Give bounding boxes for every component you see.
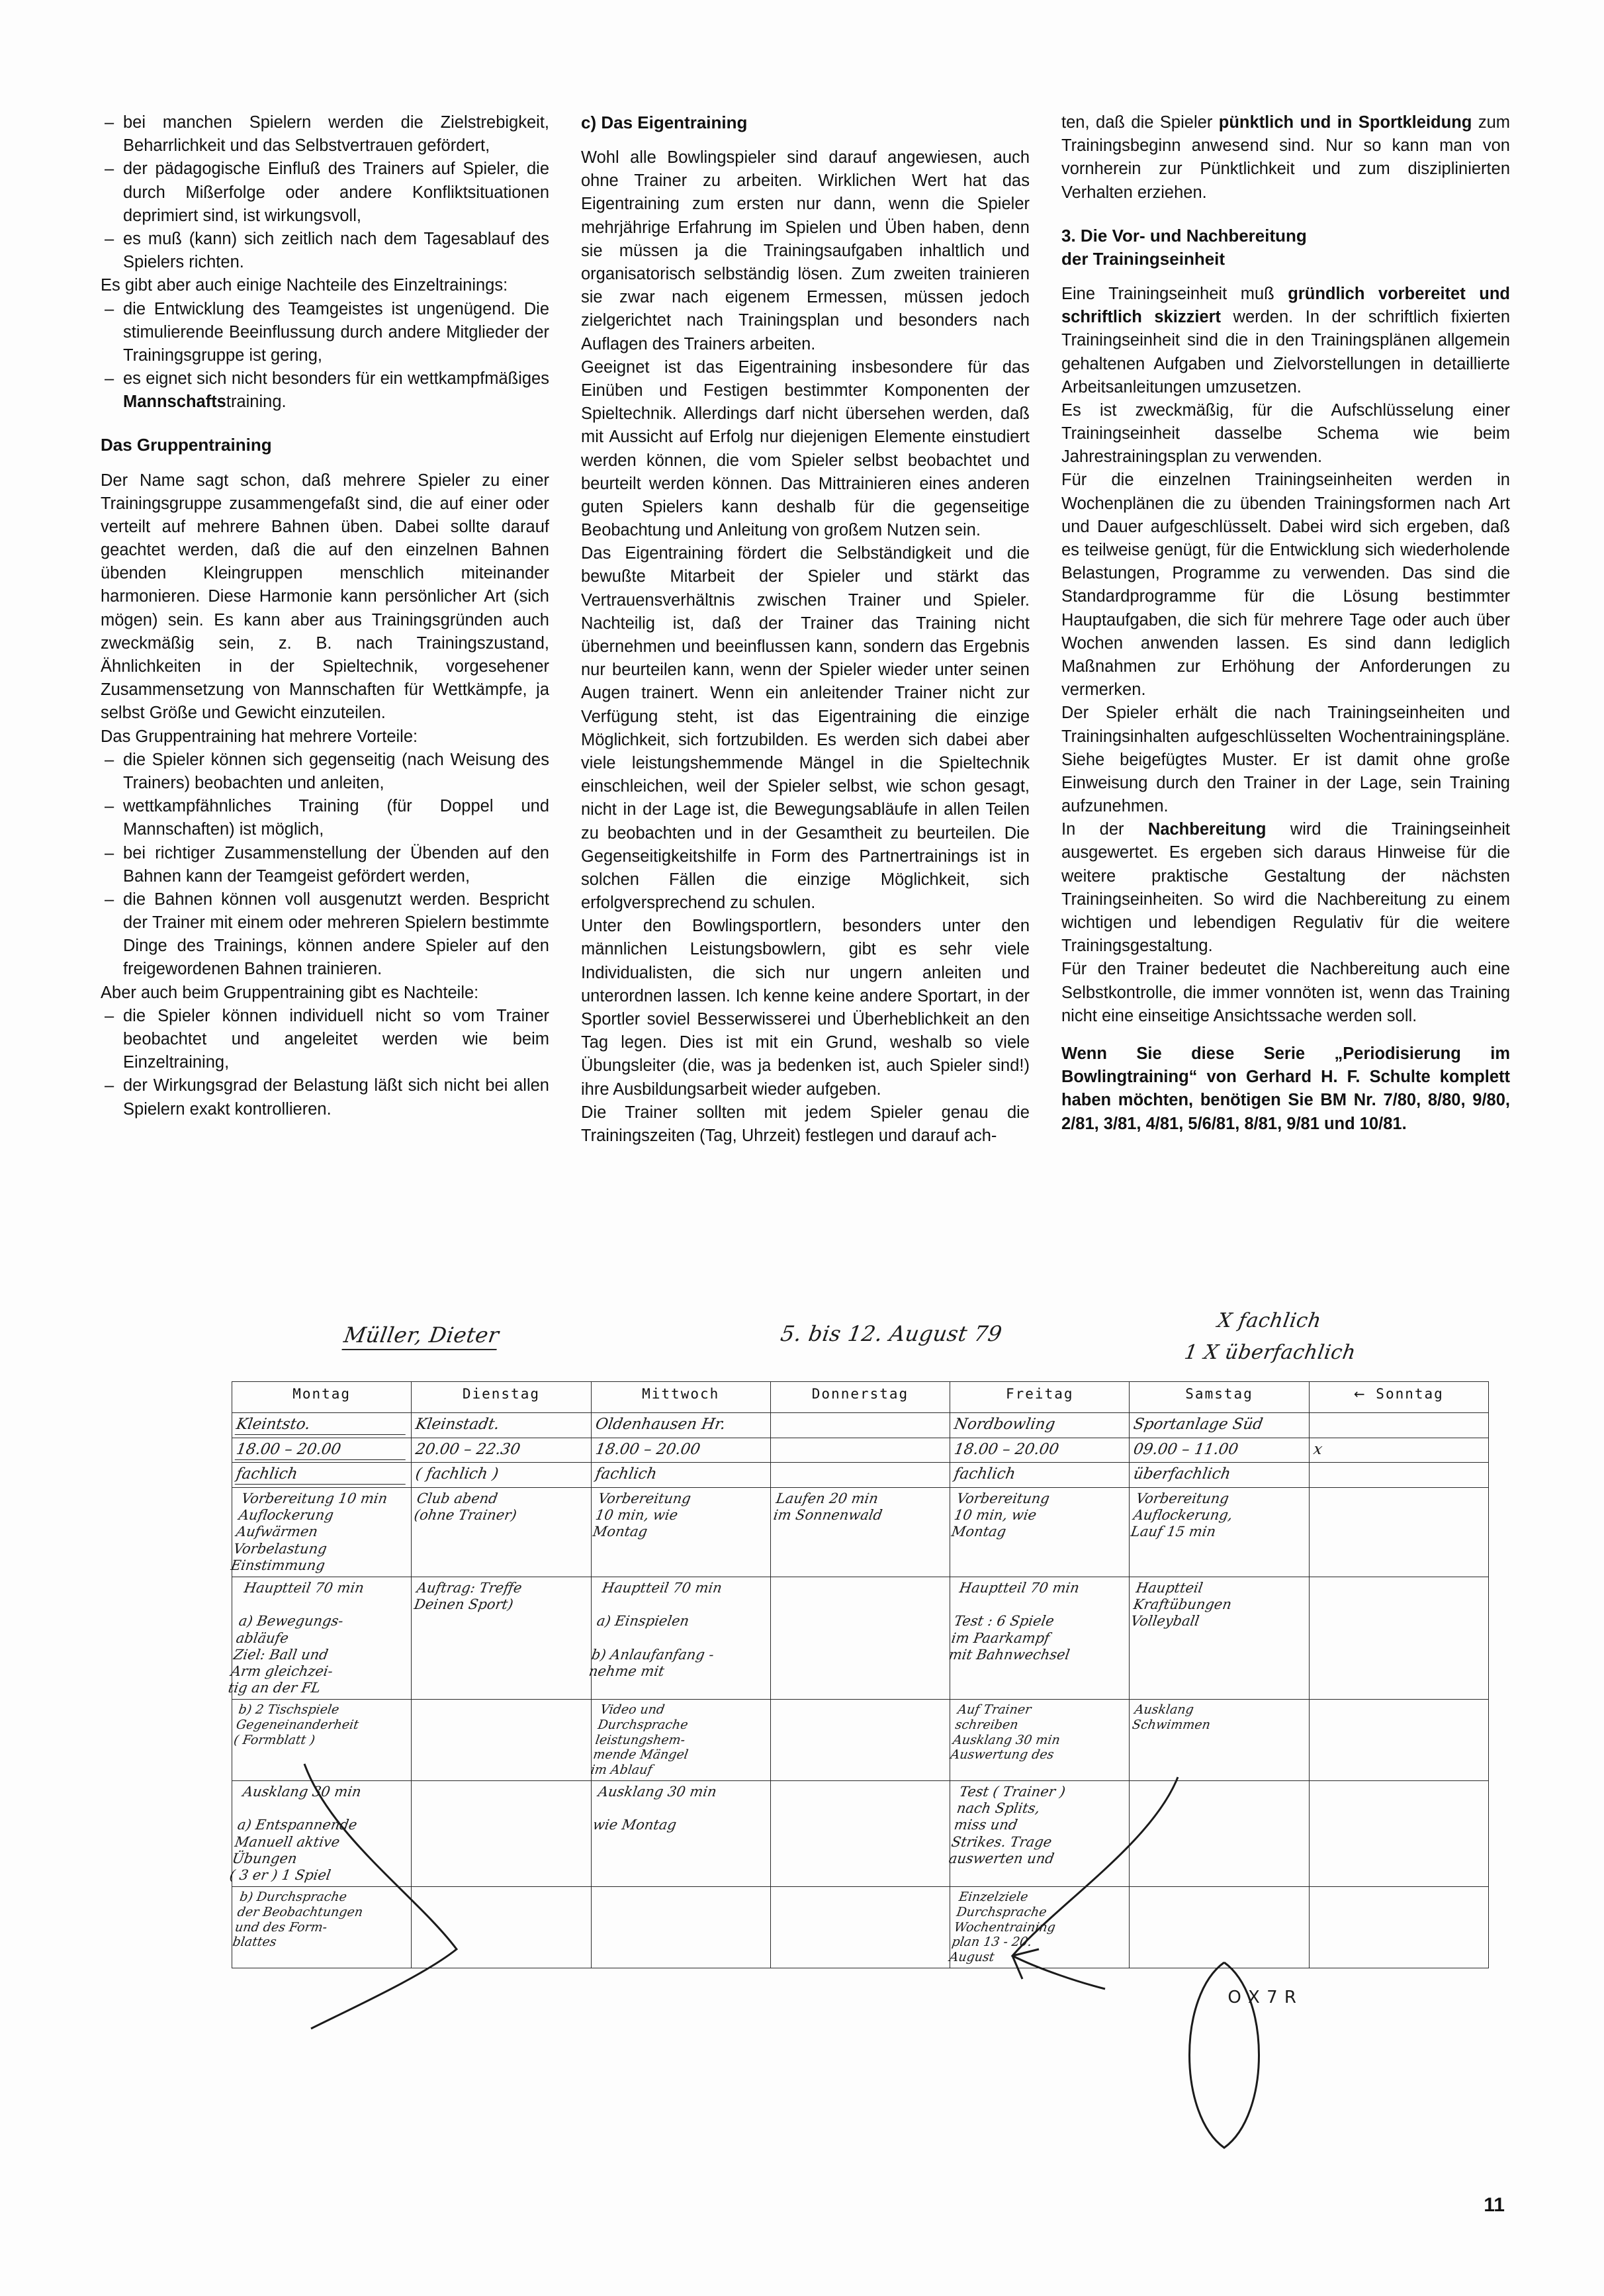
cell: 20.00 – 22.30 bbox=[412, 1438, 591, 1463]
list-item: – wettkampfähnliches Training (für Doppel und Mannschaften) ist möglich, bbox=[101, 795, 549, 841]
bullet-list-advantages-individual bbox=[101, 111, 549, 274]
cell bbox=[770, 1463, 950, 1488]
cell: Oldenhausen Hr. bbox=[591, 1413, 770, 1438]
cell: Nordbowling bbox=[950, 1413, 1130, 1438]
table-row-warmup bbox=[232, 1487, 1489, 1577]
column-header-sonntag-label: Sonntag bbox=[1376, 1386, 1444, 1402]
paragraph-right-3: Für die einzelnen Trainingseinheiten werden in Wochenplänen die zu übenden Trainingsformen nach Art und Dauer aufgeschlüsselt. Dabei wird sich ergeben, daß es teilweise genügt, für die Entwicklung sich wiederholende Belastungen, Programme zu verwenden. Das sind die Standardprogramme für die Lösung bestimmter Hauptaufgaben, die sich für mehrere Tage oder auch über Wochen anwenden lassen. Es sind dann lediglich Maßnahmen zur Erhöhung der Anforderungen zu vermerken. bbox=[1061, 471, 1510, 700]
cell bbox=[770, 1781, 950, 1887]
cell: Hauptteil 70 min a) Bewegungs- abläufe Ziel: Ball und Arm gleichzei- tig an der FL bbox=[232, 1577, 412, 1699]
cell: Club abend (ohne Trainer) bbox=[412, 1487, 591, 1577]
cell bbox=[770, 1577, 950, 1699]
paragraph-continuation: ten, daß die Spieler pünktlich und in Sportkleidung zum Trainingsbeginn anwesend sind. Nur so kann man von vornherein zur Pünktlichkeit und zum disziplinierten Verhalten erziehen. bbox=[1061, 113, 1510, 202]
paragraph-eigentraining-4: Unter den Bowlingsportlern, besonders unter den männlichen Leistungsbowlern, gibt es sehr viele Individualisten, die sich nur ungern anleiten und unterordnen lassen. Ich kenne keine andere Sportart, in der Sportler soviel Besserwisserei und Überheblichkeit an den Tag legen. Dies ist mit ein Grund, weshalb so viele Übungsleiter (die, was ja bedenken ist, auch Spieler sind!) ihre Ausbildungsarbeit wieder aufgeben. bbox=[581, 917, 1030, 1099]
paragraph-disadvantages-intro: Es gibt aber auch einige Nachteile des Einzeltrainings: bbox=[101, 276, 508, 295]
handwriting-mark-ueberfachlich: 1 X überfachlich bbox=[1182, 1341, 1358, 1364]
table-row-mainpart bbox=[232, 1577, 1489, 1699]
paragraph-right-4: Der Spieler erhält die nach Trainingseinheiten und Trainingsinhalten aufgeschlüsselten Wochentrainingspläne. Siehe beigefügtes Muster. Er ist damit ohne große Einweisung durch den Trainer in der Lage, sein Training aufzunehmen. bbox=[1061, 704, 1510, 816]
cell: 18.00 – 20.00 bbox=[950, 1438, 1130, 1463]
paragraph-eigentraining-2: Geeignet ist das Eigentraining insbesondere für das Einüben und Festigen bestimmter Komponenten der Spieltechnik. Allerdings darf nicht übersehen werden, daß mit Aussicht auf Erfolg nur diejenigen Elemente einstudiert werden können, die vom Spieler selbst beobachtet und beurteilt werden können. Das Mittrainieren eines anderen guten Spielers kann deshalb für die gegenseitige Beobachtung und Anleitung von großem Nutzen sein. bbox=[581, 357, 1030, 540]
arrow-icon: ← bbox=[1353, 1386, 1366, 1402]
closing-note: Wenn Sie diese Serie „Periodisierung im Bowlingtraining“ von Gerhard H. F. Schulte komplett haben möchten, benötigen Sie BM Nr. 7/80, 8/80, 9/80, 2/81, 3/81, 4/81, 5/6/81, 8/81, 9/81 und 10/81. bbox=[1061, 1044, 1510, 1133]
cell bbox=[1130, 1781, 1309, 1887]
cell bbox=[770, 1887, 950, 1968]
cell: fachlich bbox=[950, 1463, 1130, 1488]
cell: b) 2 Tischspiele Gegeneinanderheit ( Formblatt ) bbox=[232, 1700, 412, 1781]
cell bbox=[591, 1887, 770, 1968]
cell: 09.00 – 11.00 bbox=[1130, 1438, 1309, 1463]
column-header-freitag: Freitag bbox=[950, 1382, 1130, 1413]
bullet-list-advantages-group bbox=[101, 749, 549, 982]
paragraph-advantages-intro: Das Gruppentraining hat mehrere Vorteile: bbox=[101, 727, 418, 746]
cell: Hauptteil Kraftübungen Volleyball bbox=[1130, 1577, 1309, 1699]
heading-vor-nachbereitung: 3. Die Vor- und Nachbereitung der Trainingseinheit bbox=[1061, 225, 1307, 269]
list-item: – es eignet sich nicht besonders für ein wettkampfmäßiges Mannschaftstraining. bbox=[101, 367, 549, 414]
handwriting-period: 5. bis 12. August 79 bbox=[779, 1321, 1004, 1346]
list-item: – bei manchen Spielern werden die Zielstrebigkeit, Beharrlichkeit und das Selbstvertrauen gefördert, bbox=[101, 111, 549, 158]
table-row-mainpart2 bbox=[232, 1700, 1489, 1781]
article-columns bbox=[101, 111, 1510, 1148]
cell: Kleintsto. bbox=[232, 1413, 412, 1438]
paragraph-right-2: Es ist zweckmäßig, für die Aufschlüsselung einer Trainingseinheit dasselbe Schema wie beim Jahrestrainingsplan zu verwenden. bbox=[1061, 400, 1510, 467]
cell: Kleinstadt. bbox=[412, 1413, 591, 1438]
cell: b) Durchsprache der Beobachtungen und des Form- blattes bbox=[232, 1887, 412, 1968]
handwriting-mark-fachlich: X fachlich bbox=[1216, 1309, 1323, 1332]
cell bbox=[412, 1781, 591, 1887]
column-right bbox=[1061, 111, 1510, 1136]
cell: Laufen 20 min im Sonnenwald bbox=[770, 1487, 950, 1577]
cell: Vorbereitung Auflockerung, Lauf 15 min bbox=[1130, 1487, 1309, 1577]
cell: fachlich bbox=[591, 1463, 770, 1488]
column-header-montag: Montag bbox=[232, 1382, 412, 1413]
cell bbox=[1309, 1700, 1488, 1781]
list-item: – die Bahnen können voll ausgenutzt werden. Bespricht der Trainer mit einem oder mehreren Spielern bestimmte Dinge des Trainings, können andere Spieler auf den freigewordenen Bahnen trainieren. bbox=[101, 888, 549, 982]
paragraph-eigentraining-3: Das Eigentraining fördert die Selbständigkeit und die bewußte Mitarbeit der Spieler und stärkt das Vertrauensverhältnis zwischen Trainer und Spieler. Nachteilig ist, daß der Trainer das Training nicht übernehmen und beeinflussen kann, sondern das Ergebnis nur beurteilen kann, wenn der Spieler wieder unter seinen Augen trainert. Wenn ein anleitender Trainer nicht zur Verfügung steht, ist das Eigentraining die einzige Möglichkeit, sich fortzubilden. Es werden sich dabei aber viele leistungshemmende Mängel in die Spieltechnik einschleichen, weil der Spieler selbst, wie schon gesagt, nicht in der Lage ist, die Bewegungsabläufe in allen Teilen zu beobachten und in der Gesamtheit zu beurteilen. Die Gegenseitigkeitshilfe in Form des Partnertrainings ist in solchen Fällen die einzige Möglichkeit, sich erfolgversprechend zu schulen. bbox=[581, 544, 1030, 913]
cell: Ausklang Schwimmen bbox=[1130, 1700, 1309, 1781]
cell: Hauptteil 70 min Test : 6 Spiele im Paarkampf mit Bahnwechsel bbox=[950, 1577, 1130, 1699]
list-item: – der pädagogische Einfluß des Trainers auf Spieler, die durch Mißerfolge oder andere Konfliktsituationen deprimiert sind, ist wirkungsvoll, bbox=[101, 158, 549, 228]
weekly-training-table bbox=[227, 1381, 1489, 1968]
table-row-venue bbox=[232, 1413, 1489, 1438]
column-middle bbox=[581, 111, 1030, 1148]
cell: überfachlich bbox=[1130, 1463, 1309, 1488]
cell: Ausklang 30 min wie Montag bbox=[591, 1781, 770, 1887]
column-header-mittwoch: Mittwoch bbox=[591, 1382, 770, 1413]
handwritten-training-plan bbox=[99, 1307, 1515, 2154]
cell bbox=[770, 1438, 950, 1463]
cell: 18.00 – 20.00 bbox=[591, 1438, 770, 1463]
cell bbox=[770, 1700, 950, 1781]
column-header-dienstag: Dienstag bbox=[412, 1382, 591, 1413]
handdrawn-oval-right bbox=[1171, 1956, 1277, 2154]
heading-gruppentraining: Das Gruppentraining bbox=[101, 435, 272, 455]
cell bbox=[1309, 1577, 1488, 1699]
table-header-row bbox=[232, 1382, 1489, 1413]
heading-eigentraining: c) Das Eigentraining bbox=[581, 113, 748, 132]
paragraph-eigentraining-1: Wohl alle Bowlingspieler sind darauf angewiesen, auch ohne Trainer zu arbeiten. Wirklichen Wert hat das Eigentraining zum ersten nur dann, wenn die Spieler mehrjährige Erfahrung im Spielen und Üben haben, denn sie müssen ja die Trainingsaufgaben inhaltlich und organisatorisch selbständig lösen. Zum zweiten trainieren sie zwar nach eigenem Ermessen, müssen jedoch zielgerichtet nach Trainingsplan und besonders nach Auflagen des Trainers arbeiten. bbox=[581, 148, 1030, 353]
table-row-cooldown bbox=[232, 1781, 1489, 1887]
handwriting-side-mark: O X 7 R bbox=[1227, 1988, 1297, 2007]
cell bbox=[412, 1700, 591, 1781]
table-body bbox=[227, 1413, 1489, 1968]
cell: 18.00 – 20.00 bbox=[232, 1438, 412, 1463]
cell: Hauptteil 70 min a) Einspielen b) Anlaufanfang - nehme mit bbox=[591, 1577, 770, 1699]
cell: Vorbereitung 10 min, wie Montag bbox=[591, 1487, 770, 1577]
cell: Auf Trainer schreiben Ausklang 30 min Auswertung des bbox=[950, 1700, 1130, 1781]
list-item: – die Spieler können sich gegenseitig (nach Weisung des Trainers) beobachten und anleiten, bbox=[101, 749, 549, 795]
list-item: – der Wirkungsgrad der Belastung läßt sich nicht bei allen Spielern exakt kontrollieren. bbox=[101, 1074, 549, 1121]
paragraph-gruppentraining-1: Der Name sagt schon, daß mehrere Spieler zu einer Trainingsgruppe zusammengefaßt sind, die auf einer oder verteilt auf mehrere Bahnen üben. Dabei sollte darauf geachtet werden, daß die auf den einzelnen Bahnen übenden Kleingruppen menschlich miteinander harmonieren. Diese Harmonie kann persönlicher Art (sich mögen) sein. Es kann aber aus Trainingsgründen auch zweckmäßig sein, z. B. nach Trainingszustand, Ähnlichkeiten in der Spieltechnik, vorgesehener Zusammensetzung von Mannschaften für Wettkämpfe, ja selbst Größe und Gewicht einzuteilen. bbox=[101, 471, 549, 723]
cell bbox=[1130, 1887, 1309, 1968]
list-item: – bei richtiger Zusammenstellung der Übenden auf den Bahnen kann der Teamgeist gefördert werden, bbox=[101, 842, 549, 888]
cell: x bbox=[1309, 1438, 1488, 1463]
cell bbox=[412, 1887, 591, 1968]
cell: Video und Durchsprache leistungshem- mende Mängel im Ablauf bbox=[591, 1700, 770, 1781]
handwriting-header bbox=[99, 1307, 1515, 1387]
cell bbox=[1309, 1413, 1488, 1438]
handwriting-player-name: Müller, Dieter bbox=[342, 1323, 501, 1348]
cell: Auftrag: Treffe Deinen Sport) bbox=[412, 1577, 591, 1699]
bullet-list-disadvantages-individual bbox=[101, 298, 549, 414]
cell: Test ( Trainer ) nach Splits, miss und Strikes. Trage auswerten und bbox=[950, 1781, 1130, 1887]
cell bbox=[770, 1413, 950, 1438]
paragraph-disadvantages2-intro: Aber auch beim Gruppentraining gibt es Nachteile: bbox=[101, 983, 479, 1002]
cell: Sportanlage Süd bbox=[1130, 1413, 1309, 1438]
list-item: – die Entwicklung des Teamgeistes ist ungenügend. Die stimulierende Beeinflussung durch andere Mitglieder der Trainingsgruppe ist gering, bbox=[101, 298, 549, 368]
table-row-final bbox=[232, 1887, 1489, 1968]
cell bbox=[1309, 1487, 1488, 1577]
paragraph-right-1: Eine Trainingseinheit muß gründlich vorbereitet und schriftlich skizziert werden. In der schriftlich fixierten Trainingseinheit sind die in den Trainingsplänen allgemein gehaltenen Aufgaben und Zielvorstellungen in detaillierte Arbeitsanleitungen umzusetzen. bbox=[1061, 284, 1511, 396]
cell: Einzelziele Durchsprache Wochentraining plan 13 - 20. August bbox=[950, 1887, 1130, 1968]
cell: Vorbereitung 10 min Auflockerung Aufwärmen Vorbelastung Einstimmung bbox=[232, 1487, 412, 1577]
list-item: – es muß (kann) sich zeitlich nach dem Tagesablauf des Spielers richten. bbox=[101, 228, 549, 274]
list-item: – die Spieler können individuell nicht so vom Trainer beobachtet und angeleitet werden wie beim Einzeltraining, bbox=[101, 1005, 549, 1075]
column-left bbox=[101, 111, 549, 1121]
column-header-donnerstag: Donnerstag bbox=[770, 1382, 950, 1413]
column-header-samstag: Samstag bbox=[1130, 1382, 1309, 1413]
bullet-list-disadvantages-group bbox=[101, 1005, 549, 1121]
table-row-type bbox=[232, 1463, 1489, 1488]
cell: Ausklang 30 min a) Entspannende Manuell aktive Übungen ( 3 er ) 1 Spiel bbox=[232, 1781, 412, 1887]
paragraph-eigentraining-5: Die Trainer sollten mit jedem Spieler genau die Trainingszeiten (Tag, Uhrzeit) festlegen und darauf ach- bbox=[581, 1103, 1030, 1145]
cell bbox=[1309, 1887, 1488, 1968]
cell: Vorbereitung 10 min, wie Montag bbox=[950, 1487, 1130, 1577]
cell: ( fachlich ) bbox=[412, 1463, 591, 1488]
column-header-sonntag bbox=[1309, 1382, 1488, 1413]
paragraph-right-5: In der Nachbereitung wird die Trainingseinheit ausgewertet. Es ergeben sich daraus Hinweise für die weitere praktische Gestaltung der nächsten Trainingseinheiten. So wird die Nachbereitung zu einem wichtigen und lebendigen Regulativ für die weitere Trainingsgestaltung. bbox=[1061, 820, 1510, 956]
paragraph-right-6: Für den Trainer bedeutet die Nachbereitung auch eine Selbstkontrolle, die immer vonnöten ist, wenn das Training nicht eine einseitige Ansichtssache werden soll. bbox=[1061, 960, 1510, 1025]
cell bbox=[1309, 1463, 1488, 1488]
page-number: 11 bbox=[1484, 2194, 1505, 2216]
cell: fachlich bbox=[232, 1463, 412, 1488]
table-row-times bbox=[232, 1438, 1489, 1463]
cell bbox=[1309, 1781, 1488, 1887]
